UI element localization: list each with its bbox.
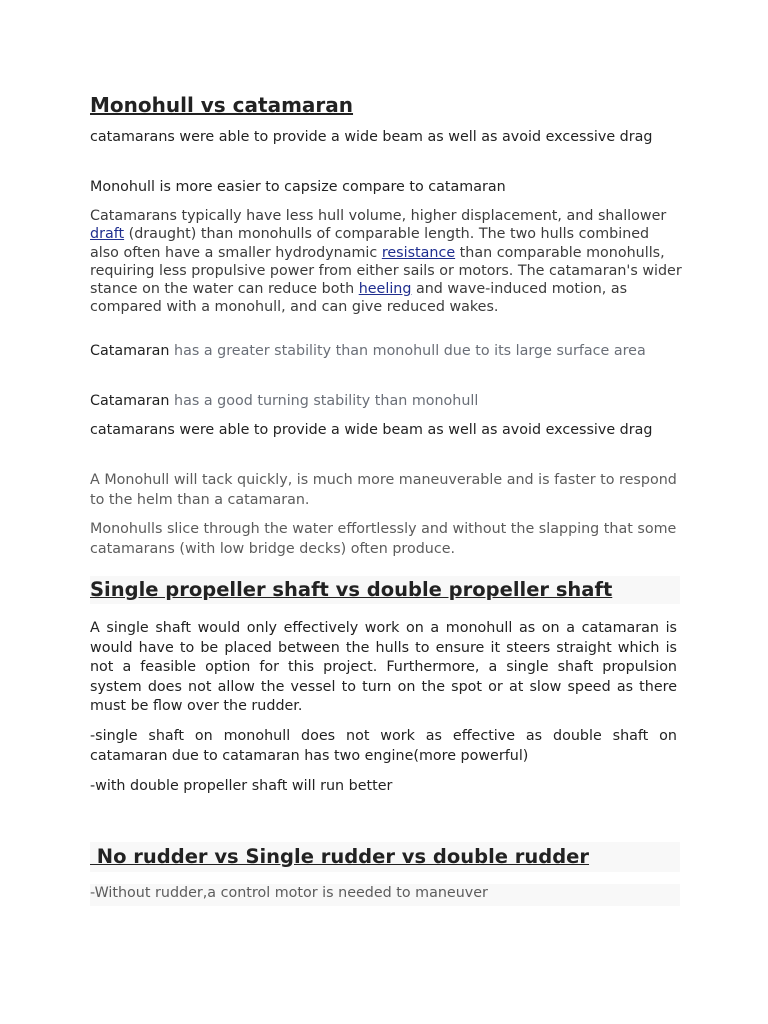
heading-monohull-vs-catamaran: Monohull vs catamaran	[90, 93, 354, 117]
text-segment: Catamarans typically have less hull volume, higher displacement, and shallower	[90, 208, 667, 224]
paragraph-without-rudder: -Without rudder,a control motor is needed to maneuver	[90, 884, 680, 906]
catamaran-label: Catamaran	[90, 343, 170, 359]
heading-propeller-shaft: Single propeller shaft vs double propeller shaft	[90, 576, 680, 604]
paragraph-catamaran-turning	[90, 392, 680, 412]
text-segment: and wave-induced motion, as compared with a monohull, and can give reduced wakes.	[90, 281, 628, 316]
text-segment: than comparable monohulls, requiring less propulsive power from either sails or motors. The catamaran's wider stance on the water can reduce both	[90, 244, 682, 298]
paragraph-catamaran-stability	[90, 342, 650, 362]
paragraph-catamaran-beam-repeat: catamarans were able to provide a wide beam as well as avoid excessive drag	[90, 422, 653, 438]
paragraph-catamaran-beam: catamarans were able to provide a wide beam as well as avoid excessive drag	[90, 129, 653, 145]
text-segment: (draught) than monohulls of comparable length. The two hulls combined also often have a smaller hydrodynamic	[90, 226, 650, 261]
link-resistance[interactable]: resistance	[381, 244, 456, 261]
paragraph-monohull-capsize: Monohull is more easier to capsize compare to catamaran	[90, 179, 506, 195]
link-draft[interactable]: draft	[90, 226, 125, 243]
link-heeling[interactable]: heeling	[358, 281, 412, 298]
turning-text: has a good turning stability than monohull	[169, 393, 479, 409]
paragraph-single-shaft-monohull: -single shaft on monohull does not work as effective as double shaft on catamaran due to catamaran has two engine(more powerful)	[90, 728, 677, 764]
paragraph-double-shaft: -with double propeller shaft will run better	[90, 778, 393, 794]
stability-text: has a greater stability than monohull due to its large surface area	[169, 343, 646, 359]
paragraph-monohull-tack: A Monohull will tack quickly, is much more maneuverable and is faster to respond to the helm than a catamaran.	[90, 472, 677, 508]
heading-rudder: No rudder vs Single rudder vs double rudder	[90, 842, 680, 872]
paragraph-catamaran-hull-volume	[90, 207, 682, 317]
paragraph-monohull-slice: Monohulls slice through the water effortlessly and without the slapping that some catamarans (with low bridge decks) often produce.	[90, 521, 677, 557]
paragraph-single-shaft: A single shaft would only effectively work on a monohull as on a catamaran is would have to be placed between the hulls to ensure it steers straight which is not a feasible option for this project. Furthermore, a single shaft propulsion system does not allow the vessel to turn on the spot or at slow speed as there must be flow over the rudder.	[90, 620, 677, 714]
catamaran-label: Catamaran	[90, 393, 170, 409]
